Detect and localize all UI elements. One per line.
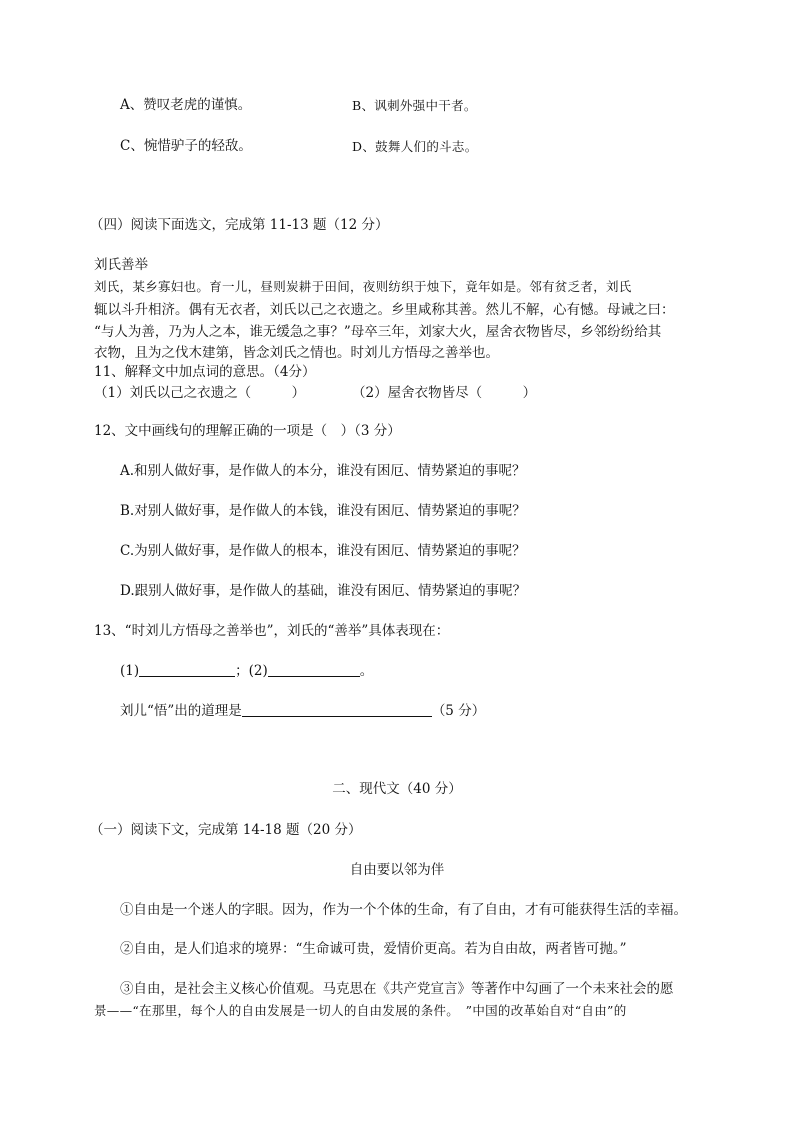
q13-lesson-line (120, 702, 485, 719)
essay-paragraph-2: ②自由，是人们追求的境界：“生命诚可贵，爱情价更高。若为自由故，两者皆可抛。” (120, 941, 627, 957)
q13-blank-2[interactable] (268, 662, 360, 677)
q10-option-b: B、讽刺外强中干者。 (352, 98, 477, 113)
q10-option-a: A、赞叹老虎的谨慎。 (120, 97, 252, 113)
q11-item-1: （1）刘氏以己之衣遗之（ ） (94, 385, 306, 401)
essay-paragraph-3-line-2: 景——“在那里，每个人的自由发展是一切人的自由发展的条件。 ”中国的改革始自对“自由”的 (94, 1003, 627, 1018)
q13-blank-3[interactable] (242, 702, 432, 717)
q12-option-b: B.对别人做好事，是作做人的本钱，谁没有困厄、情势紧迫的事呢？ (120, 503, 526, 519)
passage-line-1: 刘氏，某乡寡妇也。育一儿，昼则炭耕于田间，夜则纺织于烛下，竟年如是。邻有贫乏者，刘氏 (94, 279, 632, 294)
q13-blank-1-label: (1) (120, 663, 140, 679)
part2-sub-heading: （一）阅读下文，完成第 14-18 题（20 分） (90, 822, 362, 838)
q13-blank-1[interactable] (139, 662, 235, 677)
essay-title: 自由要以邻为伴 (349, 862, 445, 878)
passage-line-4: 衣物，且为之伐木建第，皆念刘氏之情也。时刘儿方悟母之善举也。 (94, 345, 499, 361)
q12-option-c: C.为别人做好事，是作做人的根本，谁没有困厄、情势紧迫的事呢？ (120, 543, 526, 559)
q13-lesson-label: 刘儿“悟”出的道理是 (120, 703, 242, 719)
essay-paragraph-3-line-1: ③自由，是社会主义核心价值观。马克思在《共产党宣言》等著作中勾画了一个未来社会的愿 (120, 981, 674, 997)
passage-line-3: “与人为善，乃为人之本，谁无缓急之事？”母卒三年，刘家大火，屋舍衣物皆尽，乡邻纷纷给其 (94, 324, 662, 340)
q12-option-d: D.跟别人做好事，是作做人的基础，谁没有困厄、情势紧迫的事呢？ (120, 583, 527, 599)
essay-paragraph-1: ①自由是一个迷人的字眼。因为，作为一个个体的生命，有了自由，才有可能获得生活的幸福。 (120, 902, 687, 918)
passage-title: 刘氏善举 (94, 257, 148, 273)
q13-stem: 13、“时刘儿方悟母之善举也”，刘氏的“善举”具体表现在： (94, 623, 450, 639)
q10-option-c: C、惋惜驴子的轻敌。 (120, 138, 252, 154)
section4-heading: （四）阅读下面选文，完成第 11-13 题（12 分） (90, 217, 389, 233)
q10-option-d: D、鼓舞人们的斗志。 (352, 139, 478, 154)
q12-stem: 12、文中画线句的理解正确的一项是（ ）（3 分） (94, 423, 401, 439)
passage-line-2: 辄以斗升相济。偶有无衣者，刘氏以己之衣遗之。乡里咸称其善。然儿不解，心有憾。母诫之曰： (94, 302, 675, 318)
q13-blank-line (120, 662, 373, 679)
q11-item-2: （2）屋舍衣物皆尽（ ） (352, 385, 537, 401)
q13-end: 。 (359, 663, 374, 679)
q11-stem: 11、解释文中加点词的意思。（4分） (94, 364, 316, 380)
part2-heading: 二、现代文（40 分） (332, 781, 462, 797)
q12-option-a: A.和别人做好事，是作做人的本分，谁没有困厄、情势紧迫的事呢？ (120, 463, 526, 479)
q13-score: （5 分） (431, 703, 486, 719)
q13-separator: ；(2) (235, 663, 268, 679)
